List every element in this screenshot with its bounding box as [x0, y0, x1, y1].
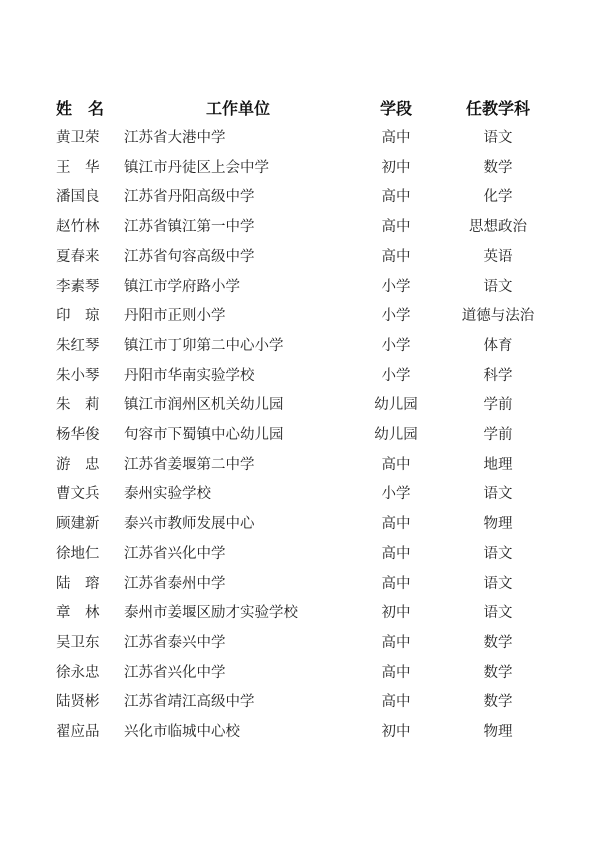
- cell-subject: 语文: [483, 278, 513, 295]
- cell-work-unit: 江苏省句容高级中学: [124, 248, 255, 265]
- cell-school-stage: 高中: [381, 545, 411, 562]
- cell-subject: 学前: [483, 427, 513, 444]
- header-work-unit: 工作单位: [205, 99, 270, 119]
- teacher-roster-table: [56, 94, 556, 748]
- cell-subject: 地理: [483, 456, 513, 473]
- cell-subject: 学前: [483, 397, 513, 414]
- table-body: [56, 124, 556, 748]
- table-row: [56, 540, 556, 570]
- cell-school-stage: 高中: [381, 516, 411, 533]
- cell-work-unit: 江苏省兴化中学: [124, 545, 226, 562]
- cell-subject: 数学: [483, 664, 513, 681]
- cell-subject: 语文: [483, 575, 513, 592]
- table-row: [56, 570, 556, 600]
- table-row: [56, 480, 556, 510]
- table-row: [56, 718, 556, 748]
- cell-subject: 英语: [483, 248, 513, 265]
- cell-subject: 物理: [483, 724, 513, 741]
- cell-school-stage: 小学: [381, 308, 411, 325]
- header-name: 姓 名: [56, 99, 105, 119]
- cell-work-unit: 句容市下蜀镇中心幼儿园: [124, 427, 284, 444]
- cell-subject: 语文: [483, 605, 513, 622]
- cell-subject: 化学: [483, 189, 513, 206]
- table-row: [56, 183, 556, 213]
- cell-school-stage: 高中: [381, 189, 411, 206]
- table-row: [56, 510, 556, 540]
- table-header: [56, 94, 556, 124]
- cell-school-stage: 小学: [381, 278, 411, 295]
- cell-name: 朱红琴: [56, 337, 100, 354]
- cell-work-unit: 泰兴市教师发展中心: [124, 516, 255, 533]
- cell-subject: 体育: [483, 337, 513, 354]
- cell-name: 潘国良: [56, 189, 100, 206]
- cell-work-unit: 镇江市润州区机关幼儿园: [124, 397, 284, 414]
- cell-name: 王 华: [56, 159, 100, 176]
- table-row: [56, 659, 556, 689]
- cell-name: 章 林: [56, 605, 100, 622]
- cell-subject: 物理: [483, 516, 513, 533]
- cell-work-unit: 江苏省兴化中学: [124, 664, 226, 681]
- cell-name: 黄卫荣: [56, 130, 100, 146]
- cell-school-stage: 小学: [381, 367, 411, 384]
- table-row: [56, 391, 556, 421]
- table-row: [56, 124, 556, 154]
- cell-name: 曹文兵: [56, 486, 100, 503]
- cell-work-unit: 镇江市学府路小学: [124, 278, 240, 295]
- cell-work-unit: 丹阳市正则小学: [124, 308, 226, 325]
- cell-school-stage: 高中: [381, 634, 411, 651]
- table-row: [56, 243, 556, 273]
- cell-name: 徐永忠: [56, 664, 100, 681]
- cell-work-unit: 江苏省镇江第一中学: [124, 219, 255, 236]
- cell-name: 印 琼: [56, 308, 100, 325]
- header-subject: 任教学科: [465, 99, 530, 119]
- cell-subject: 科学: [483, 367, 513, 384]
- cell-school-stage: 幼儿园: [374, 397, 418, 414]
- header-school-stage: 学段: [379, 99, 412, 119]
- cell-name: 翟应品: [56, 724, 100, 741]
- cell-subject: 思想政治: [469, 219, 527, 236]
- cell-subject: 数学: [483, 694, 513, 711]
- cell-school-stage: 初中: [381, 724, 411, 741]
- cell-name: 陆 瑢: [56, 575, 100, 592]
- cell-school-stage: 幼儿园: [374, 427, 418, 444]
- table-row: [56, 362, 556, 392]
- cell-name: 赵竹林: [56, 219, 100, 236]
- table-row: [56, 332, 556, 362]
- table-row: [56, 302, 556, 332]
- cell-name: 杨华俊: [56, 427, 100, 444]
- cell-subject: 数学: [483, 159, 513, 176]
- cell-work-unit: 泰州实验学校: [124, 486, 211, 503]
- cell-name: 徐地仁: [56, 545, 100, 562]
- cell-school-stage: 高中: [381, 219, 411, 236]
- table-row: [56, 213, 556, 243]
- cell-work-unit: 江苏省泰州中学: [124, 575, 226, 592]
- cell-subject: 语文: [483, 545, 513, 562]
- cell-work-unit: 泰州市姜堰区励才实验学校: [124, 605, 298, 622]
- cell-name: 吴卫东: [56, 634, 100, 651]
- cell-name: 陆贤彬: [56, 694, 100, 711]
- cell-school-stage: 小学: [381, 486, 411, 503]
- header-row: [56, 94, 556, 124]
- cell-name: 朱 莉: [56, 397, 100, 414]
- cell-school-stage: 高中: [381, 664, 411, 681]
- cell-work-unit: 江苏省丹阳高级中学: [124, 189, 255, 206]
- cell-school-stage: 小学: [381, 337, 411, 354]
- cell-work-unit: 镇江市丹徒区上会中学: [124, 159, 269, 176]
- cell-name: 李素琴: [56, 278, 100, 295]
- cell-school-stage: 高中: [381, 694, 411, 711]
- cell-work-unit: 江苏省姜堰第二中学: [124, 456, 255, 473]
- cell-work-unit: 镇江市丁卯第二中心小学: [124, 337, 284, 354]
- cell-name: 游 忠: [56, 456, 100, 473]
- cell-subject: 数学: [483, 634, 513, 651]
- cell-work-unit: 兴化市临城中心校: [124, 724, 240, 741]
- cell-work-unit: 江苏省泰兴中学: [124, 634, 226, 651]
- cell-name: 夏春来: [56, 248, 100, 265]
- cell-name: 朱小琴: [56, 367, 100, 384]
- table-row: [56, 421, 556, 451]
- cell-subject: 语文: [483, 486, 513, 503]
- table-row: [56, 688, 556, 718]
- cell-school-stage: 高中: [381, 456, 411, 473]
- cell-school-stage: 高中: [381, 248, 411, 265]
- cell-work-unit: 江苏省靖江高级中学: [124, 694, 255, 711]
- cell-work-unit: 江苏省大港中学: [124, 130, 226, 146]
- cell-name: 顾建新: [56, 516, 100, 533]
- cell-work-unit: 丹阳市华南实验学校: [124, 367, 255, 384]
- cell-school-stage: 初中: [381, 605, 411, 622]
- cell-school-stage: 初中: [381, 159, 411, 176]
- cell-subject: 语文: [483, 130, 513, 146]
- table-row: [56, 451, 556, 481]
- cell-school-stage: 高中: [381, 130, 411, 146]
- table-row: [56, 599, 556, 629]
- cell-subject: 道德与法治: [461, 308, 535, 325]
- table-row: [56, 629, 556, 659]
- table-row: [56, 273, 556, 303]
- table-row: [56, 154, 556, 184]
- cell-school-stage: 高中: [381, 575, 411, 592]
